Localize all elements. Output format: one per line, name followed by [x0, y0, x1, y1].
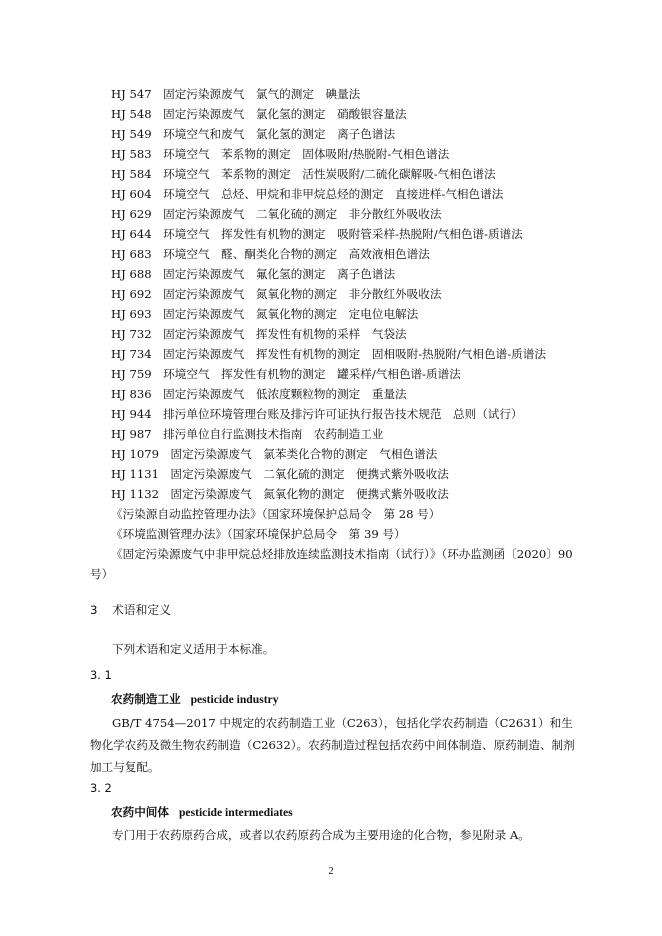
reference-item: HJ 1131 固定污染源废气 二氧化硫的测定 便携式紫外吸收法	[111, 467, 449, 481]
reference-item: HJ 944 排污单位环境管理台账及排污许可证执行报告技术规范 总则（试行）	[111, 407, 523, 421]
reference-item: HJ 644 环境空气 挥发性有机物的测定 吸附管采样-热脱附/气相色谱-质谱法	[111, 227, 523, 241]
term-chinese: 农药中间体	[111, 805, 169, 819]
reference-item: HJ 629 固定污染源废气 二氧化硫的测定 非分散红外吸收法	[111, 207, 442, 221]
reference-item: HJ 1079 固定污染源废气 氯苯类化合物的测定 气相色谱法	[111, 447, 438, 461]
definition-term	[111, 689, 279, 710]
definition-number: 3. 2	[90, 781, 112, 795]
reference-item: HJ 759 环境空气 挥发性有机物的测定 罐采样/气相色谱-质谱法	[111, 367, 461, 381]
reference-item: 《环境监测管理办法》（国家环境保护总局令 第 39 号）	[111, 527, 406, 541]
reference-item: HJ 692 固定污染源废气 氮氧化物的测定 非分散红外吸收法	[111, 287, 442, 301]
definition-text: 专门用于农药原药合成，或者以农药原药合成为主要用途的化合物，参见附录 A。	[112, 828, 530, 842]
reference-item: HJ 583 环境空气 苯系物的测定 固体吸附/热脱附-气相色谱法	[111, 147, 450, 161]
page-number: 2	[328, 866, 334, 877]
reference-item: HJ 548 固定污染源废气 氯化氢的测定 硝酸银容量法	[111, 107, 407, 121]
section-heading	[90, 600, 171, 620]
reference-item: HJ 683 环境空气 醛、酮类化合物的测定 高效液相色谱法	[111, 247, 430, 261]
definition-text: GB/T 4754—2017 中规定的农药制造工业（C263），包括化学农药制造（C2631）和生物化学农药及微生物农药制造（C2632）。农药制造过程包括农药中间体制造、原药制造、制剂加工与复配。	[90, 716, 575, 774]
reference-item: 《污染源自动监控管理办法》（国家环境保护总局令 第 28 号）	[111, 507, 441, 521]
term-chinese: 农药制造工业	[111, 692, 181, 706]
reference-item: HJ 734 固定污染源废气 挥发性有机物的测定 固相吸附-热脱附/气相色谱-质谱法	[111, 347, 546, 361]
reference-item: HJ 987 排污单位自行监测技术指南 农药制造工业	[111, 427, 384, 441]
term-english: pesticide industry	[190, 693, 279, 706]
section-title: 术语和定义	[112, 603, 171, 617]
reference-item: HJ 549 环境空气和废气 氯化氢的测定 离子色谱法	[111, 127, 396, 141]
definition-number: 3. 1	[90, 668, 112, 682]
reference-item: HJ 732 固定污染源废气 挥发性有机物的采样 气袋法	[111, 327, 407, 341]
reference-item: HJ 688 固定污染源废气 氟化氢的测定 离子色谱法	[111, 267, 396, 281]
reference-item-wrapped: 《固定污染源废气中非甲烷总烃排放连续监测技术指南（试行）》（环办监测函〔2020〕90 号）	[90, 547, 573, 581]
term-english: pesticide intermediates	[178, 806, 293, 819]
section-intro: 下列术语和定义适用于本标准。	[112, 642, 275, 656]
reference-item: HJ 547 固定污染源废气 氯气的测定 碘量法	[111, 87, 361, 101]
normative-references-list	[111, 84, 591, 544]
reference-item: HJ 1132 固定污染源废气 氮氧化物的测定 便携式紫外吸收法	[111, 487, 449, 501]
reference-item: HJ 584 环境空气 苯系物的测定 活性炭吸附/二硫化碳解吸-气相色谱法	[111, 167, 496, 181]
reference-item: HJ 604 环境空气 总烃、甲烷和非甲烷总烃的测定 直接进样-气相色谱法	[111, 187, 504, 201]
definition-term	[111, 802, 293, 823]
reference-item: HJ 693 固定污染源废气 氮氧化物的测定 定电位电解法	[111, 307, 419, 321]
section-number: 3	[90, 603, 98, 617]
reference-item: HJ 836 固定污染源废气 低浓度颗粒物的测定 重量法	[111, 387, 407, 401]
